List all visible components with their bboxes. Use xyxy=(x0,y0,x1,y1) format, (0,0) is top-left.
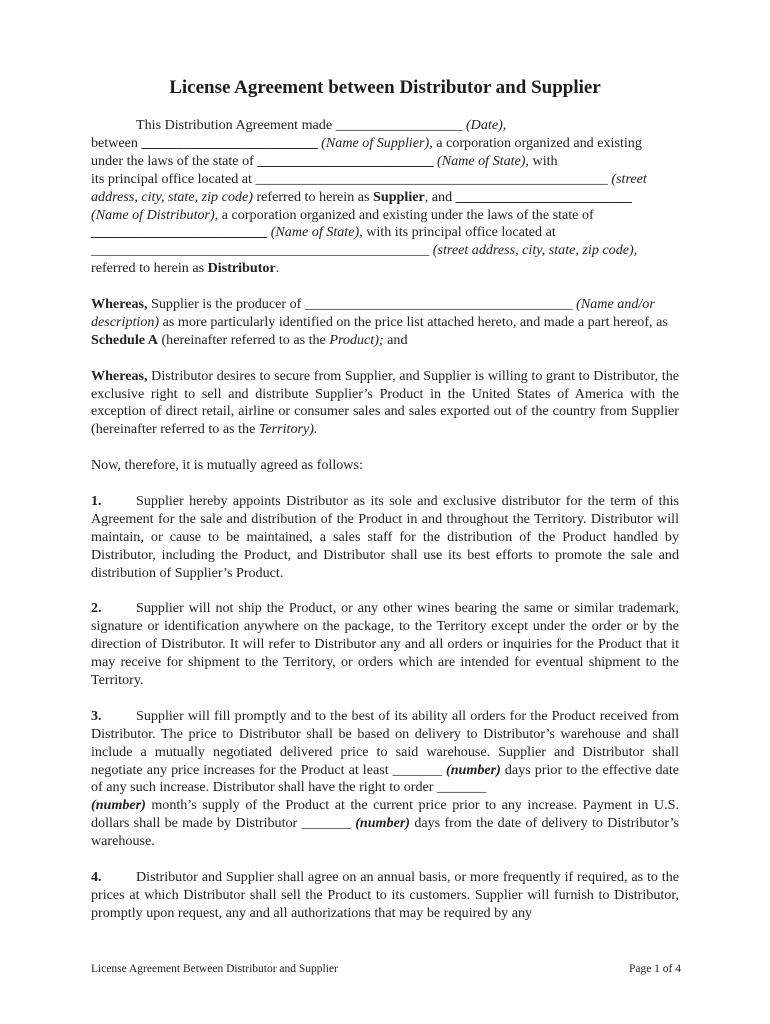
clause-text: Distributor and Supplier shall agree on an annual basis, or more frequently if required, as to the prices at which Distributor shall sell the Product to its customers. Supplier will furnish to Distributor, promptly upon request, any and all authorizations that may be required by any xyxy=(91,868,679,921)
whereas-lead: Whereas, xyxy=(91,367,148,384)
whereas-lead: Whereas, xyxy=(91,296,148,313)
territory-defined-term: Territory). xyxy=(258,421,318,438)
clause-3 xyxy=(91,708,679,851)
date-hint: (Date), xyxy=(462,117,507,133)
supplier-address-hint: (street xyxy=(607,170,647,187)
schedule-a-term: Schedule A xyxy=(91,331,158,348)
date-blank: __________________ xyxy=(335,117,463,133)
distributor-state-hint: (Name of State) xyxy=(267,224,360,241)
supplier-name-hint: (Name of Supplier) xyxy=(317,134,430,151)
supplier-state-blank: _________________________ xyxy=(257,152,434,169)
intro-text: , and xyxy=(424,188,456,205)
whereas-paragraph-2 xyxy=(91,368,679,440)
whereas-text: Distributor desires to secure from Supplier, and Supplier is willing to grant to Distributor, the exclusive right to sell and distribute Supplier’s Product in the United States of America with the exception of direct retail, airline or consumer sales and sales exported out of the country from Supplier (hereinafter referred to as the xyxy=(91,367,679,438)
distributor-name-blank: _________________________ xyxy=(455,188,632,205)
whereas-text: and xyxy=(383,331,408,348)
clause-4 xyxy=(91,869,679,923)
intro-text: This Distribution Agreement made xyxy=(136,117,336,133)
clause-number: 3. xyxy=(91,707,102,724)
clause-1 xyxy=(91,493,679,583)
clause-number: 2. xyxy=(91,600,102,617)
intro-paragraph xyxy=(91,117,679,278)
distributor-defined-term: Distributor xyxy=(207,260,276,277)
payment-days-blank: _______ xyxy=(301,815,351,832)
distributor-address-hint: (street address, city, state, zip code) xyxy=(429,242,634,259)
whereas-text: Supplier is the producer of xyxy=(147,296,305,313)
footer-document-title: License Agreement Between Distributor and Supplier xyxy=(91,963,338,975)
distributor-state-blank: _________________________ xyxy=(91,224,268,241)
footer-page-number: Page 1 of 4 xyxy=(628,963,681,975)
clause-text: Supplier hereby appoints Distributor as its sole and exclusive distributor for the term of this Agreement for the sale and distribution of the Product in and throughout the Territory. Distributor will maintain, or cause to be maintained, a sales staff for the distribution of the Product handled by Distributor, including the Product, and Distributor shall use its best efforts to promote the sale and distribution of Supplier’s Product. xyxy=(91,492,679,581)
supplier-address-hint-cont: address, city, state, zip code) xyxy=(91,188,253,205)
whereas-paragraph-1 xyxy=(91,296,679,350)
now-therefore-paragraph: Now, therefore, it is mutually agreed as follows: xyxy=(91,457,363,474)
supply-months-hint: (number) xyxy=(91,797,146,814)
intro-text: , a corporation organized and existing under the laws of the state of xyxy=(214,206,594,223)
intro-text: between xyxy=(91,134,142,151)
document-title: License Agreement between Distributor and Supplier xyxy=(169,77,601,98)
document-body xyxy=(91,117,679,941)
intro-text: referred to herein as xyxy=(252,188,374,205)
intro-text: referred to herein as xyxy=(91,260,208,277)
payment-days-hint: (number) xyxy=(350,815,411,832)
intro-text: , with xyxy=(525,152,558,169)
clause-number: 1. xyxy=(91,492,102,509)
distributor-address-blank: ________________________________________________ xyxy=(91,242,430,259)
clause-text: Supplier will not ship the Product, or any other wines bearing the same or similar trademark, signature or identification anywhere on the package, to the Territory except under the order or by the direction of Distributor. It will refer to Distributor any and all orders or inquiries for the Product that it may receive for shipment to the Territory, or orders which are intended for eventual shipment to the Territory. xyxy=(91,600,679,689)
clause-text: Supplier will fill promptly and to the best of its ability all orders for the Product received from Distributor. The price to Distributor shall be based on delivery to Distributor’s warehouse and shall include a mutually negotiated delivered price to said warehouse. Supplier and Distributor shall negotiate any price increases for the Product at least xyxy=(91,707,679,778)
product-blank: ______________________________________ xyxy=(304,296,573,313)
whereas-text: as more particularly identified on the price list attached hereto, and made a part hereof, as xyxy=(159,313,668,330)
clause-text: month’s supply of the Product at the current price prior to any increase. Payment in U.S. dollars shall be made by Distributor xyxy=(91,797,679,832)
intro-text: , xyxy=(633,242,638,259)
notice-days-hint: (number) xyxy=(441,761,501,778)
supplier-state-hint: (Name of State) xyxy=(433,152,526,169)
product-hint: (Name and/or description) xyxy=(91,296,655,330)
whereas-text: (hereinafter referred to as the xyxy=(157,331,330,348)
supplier-name-blank: _________________________ xyxy=(141,134,318,151)
product-defined-term: Product); xyxy=(329,331,384,348)
clause-text: days prior to the effective date of any such increase. Distributor shall have the right to order xyxy=(91,761,679,796)
distributor-name-hint: (Name of Distributor) xyxy=(91,206,215,223)
clause-text: days from the date of delivery to Distributor’s warehouse. xyxy=(91,815,680,850)
supplier-defined-term: Supplier xyxy=(373,188,425,205)
notice-days-blank: _______ xyxy=(392,761,442,778)
intro-text: , with its principal office located at xyxy=(359,224,556,241)
intro-text: its principal office located at xyxy=(91,170,256,187)
intro-text: under the laws of the state of xyxy=(91,152,258,169)
clause-2 xyxy=(91,600,679,690)
supply-months-blank: _______ xyxy=(436,779,487,796)
intro-text: , a corporation organized and existing xyxy=(429,134,642,151)
supplier-address-blank: __________________________________________________ xyxy=(255,170,608,187)
clause-number: 4. xyxy=(91,868,102,885)
intro-text: . xyxy=(275,260,280,277)
